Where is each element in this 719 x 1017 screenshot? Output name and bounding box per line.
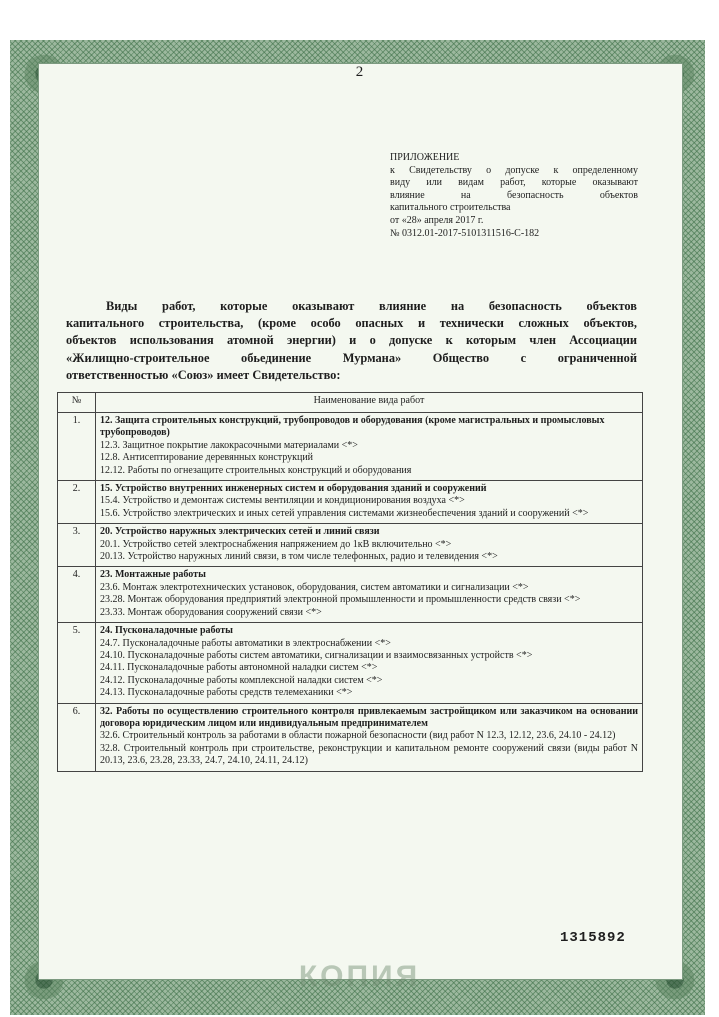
work-item: 23.6. Монтаж электротехнических установок, оборудования, систем автоматики и сигнализации <*> <box>100 581 529 593</box>
row-content <box>96 524 643 567</box>
work-group-title: 32. Работы по осуществлению строительного контроля привлекаемым застройщиком или заказчиком на основании договора юридическим лицом или индивидуальным предпринимателем <box>100 705 638 729</box>
row-content <box>96 567 643 623</box>
intro-line: капитального строительства, (кроме особо опасных и технически сложных объектов, <box>66 316 637 331</box>
works-table <box>57 392 643 772</box>
work-item: 24.12. Пусконаладочные работы комплексной наладки систем <*> <box>100 674 383 686</box>
row-content <box>96 481 643 524</box>
intro-line: ответственностью «Союз» имеет Свидетельство: <box>66 367 341 382</box>
table-row <box>58 567 643 623</box>
copy-stamp: КОПИЯ <box>298 960 421 993</box>
header-name: Наименование вида работ <box>96 393 643 413</box>
work-group-title: 23. Монтажные работы <box>100 569 206 581</box>
work-item: 15.4. Устройство и демонтаж системы вентиляции и кондиционирования воздуха <*> <box>100 495 465 507</box>
intro-line: Виды работ, которые оказывают влияние на безопасность объектов <box>106 299 637 313</box>
work-item: 12.8. Антисептирование деревянных конструкций <box>100 452 314 464</box>
work-item: 24.10. Пусконаладочные работы систем автоматики, сигнализации и взаимосвязанных устройств <*> <box>100 649 533 661</box>
row-number: 5. <box>58 623 96 703</box>
row-number: 2. <box>58 481 96 524</box>
work-item: 20.13. Устройство наружных линий связи, в том числе телефонных, радио и телевидения <*> <box>100 551 498 563</box>
work-item: 20.1. Устройство сетей электроснабжения напряжением до 1кВ включительно <*> <box>100 538 452 550</box>
table-row <box>58 481 643 524</box>
work-item: 23.28. Монтаж оборудования предприятий электронной промышленности и промышленности средств связи <*> <box>100 594 581 606</box>
appendix-line: влияние на безопасность объектов <box>390 189 638 201</box>
row-content <box>96 623 643 703</box>
row-number: 6. <box>58 703 96 771</box>
work-item: 23.33. Монтаж оборудования сооружений связи <*> <box>100 606 322 618</box>
work-group-title: 12. Защита строительных конструкций, трубопроводов и оборудования (кроме магистральных и промысловых трубопроводов) <box>100 415 605 439</box>
row-number: 1. <box>58 413 96 481</box>
table-row <box>58 703 643 771</box>
work-item: 15.6. Устройство электрических и иных сетей управления системами жизнеобеспечения зданий и сооружений <*> <box>100 507 589 519</box>
intro-line: объектов использования атомной энергии) и о допуске к которым член Ассоциации <box>66 333 637 348</box>
work-item: 24.13. Пусконаладочные работы средств телемеханики <*> <box>100 687 353 699</box>
appendix-line: виду или видам работ, которые оказывают <box>390 177 638 189</box>
appendix-line: к Свидетельству о допуске к определенному <box>390 164 638 176</box>
appendix-line: капитального строительства <box>390 202 511 214</box>
table-row <box>58 623 643 703</box>
appendix-date: от «28» апреля 2017 г. <box>390 214 484 226</box>
appendix-certificate-number: № 0312.01-2017-5101311516-С-182 <box>390 227 540 239</box>
intro-line: «Жилищно-строительное обьединение Мурмана» Общество с ограниченной <box>66 350 637 365</box>
work-item: 24.11. Пусконаладочные работы автономной наладки систем <*> <box>100 662 378 674</box>
row-content <box>96 413 643 481</box>
page-number: 2 <box>355 64 364 80</box>
table-row <box>58 413 643 481</box>
row-number: 3. <box>58 524 96 567</box>
table-row <box>58 524 643 567</box>
row-content <box>96 703 643 771</box>
intro-paragraph <box>66 298 637 384</box>
work-group-title: 15. Устройство внутренних инженерных систем и оборудования зданий и сооружений <box>100 483 487 495</box>
work-item: 24.7. Пусконаладочные работы автоматики в электроснабжении <*> <box>100 637 391 649</box>
work-group-title: 24. Пусконаладочные работы <box>100 625 233 637</box>
appendix-block <box>390 152 638 240</box>
work-group-title: 20. Устройство наружных электрических сетей и линий связи <box>100 526 380 538</box>
row-number: 4. <box>58 567 96 623</box>
work-item: 32.6. Строительный контроль за работами в области пожарной безопасности (вид работ N 12.3, 12.12, 23.6, 24.10 - 24.12) <box>100 730 616 742</box>
appendix-heading: ПРИЛОЖЕНИЕ <box>390 152 460 163</box>
table-header-row <box>58 393 643 413</box>
work-item: 12.12. Работы по огнезащите строительных конструкций и оборудования <box>100 464 412 476</box>
work-item: 32.8. Строительный контроль при строительстве, реконструкции и капитальном ремонте сооружений связи (виды работ N 20.13, 23.6, 23.28, 23.33, 24.7, 24.10, 24.11, 24.12) <box>100 742 638 767</box>
work-item: 12.3. Защитное покрытие лакокрасочными материалами <*> <box>100 439 358 451</box>
serial-number: 1315892 <box>560 930 626 946</box>
header-num: № <box>58 393 96 413</box>
